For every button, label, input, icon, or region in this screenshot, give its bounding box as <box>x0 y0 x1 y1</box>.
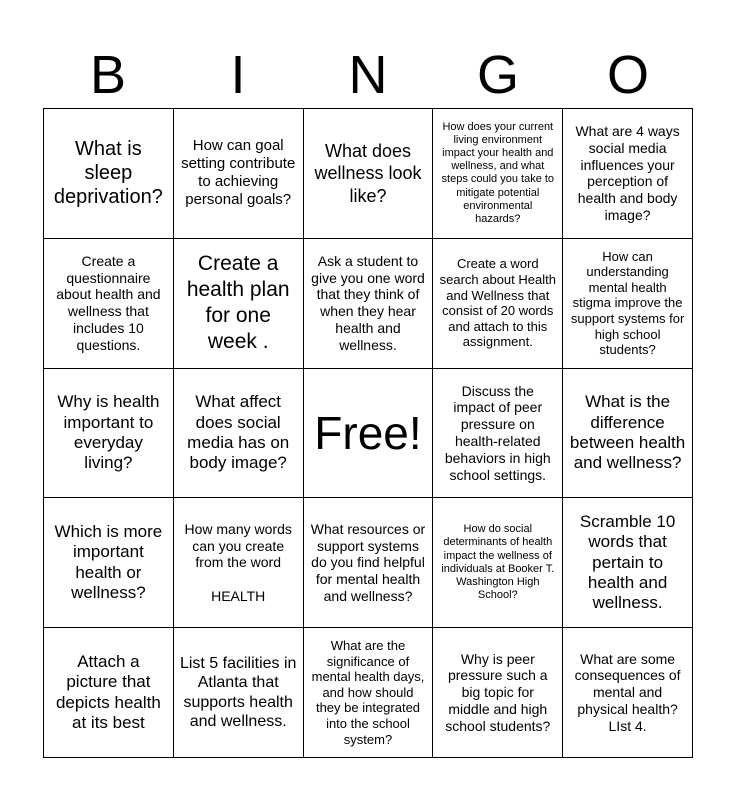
bingo-cell-r4-c4[interactable]: How do social determinants of health impact the wellness of individuals at Booker T. Washington High School? <box>433 498 563 628</box>
header-letter-b: B <box>89 45 127 105</box>
bingo-cell-r1-c3[interactable]: What does wellness look like? <box>304 109 434 239</box>
bingo-cell-r1-c1[interactable]: What is sleep deprivation? <box>44 109 174 239</box>
bingo-cell-r5-c1[interactable]: Attach a picture that depicts health at its best <box>44 628 174 758</box>
header-letter-o: O <box>606 45 649 105</box>
bingo-cell-r2-c4[interactable]: Create a word search about Health and Wellness that consist of 20 words and attach to this assignment. <box>433 239 563 369</box>
header-letter-n: N <box>348 45 388 105</box>
bingo-cell-r1-c5[interactable]: What are 4 ways social media influences your perception of health and body image? <box>563 109 693 239</box>
bingo-cell-r1-c2[interactable]: How can goal setting contribute to achieving personal goals? <box>174 109 304 239</box>
bingo-cell-r2-c2[interactable]: Create a health plan for one week . <box>174 239 304 369</box>
header-letter-g: G <box>476 45 519 105</box>
bingo-cell-r3-c5[interactable]: What is the difference between health and wellness? <box>563 369 693 499</box>
bingo-cell-r2-c5[interactable]: How can understanding mental health stigma improve the support systems for high school students? <box>563 239 693 369</box>
bingo-cell-r3-c4[interactable]: Discuss the impact of peer pressure on health-related behaviors in high school settings. <box>433 369 563 499</box>
bingo-cell-r5-c3[interactable]: What are the significance of mental health days, and how should they be integrated into the school system? <box>304 628 434 758</box>
bingo-cell-r1-c4[interactable]: How does your current living environment impact your health and wellness, and what steps could you take to mitigate potential environmental hazards? <box>433 109 563 239</box>
bingo-cell-r4-c1[interactable]: Which is more important health or wellness? <box>44 498 174 628</box>
bingo-cell-r4-c3[interactable]: What resources or support systems do you find helpful for mental health and wellness? <box>304 498 434 628</box>
bingo-cell-r4-c2[interactable]: How many words can you create from the word HEALTH <box>174 498 304 628</box>
bingo-cell-r3-c1[interactable]: Why is health important to everyday living? <box>44 369 174 499</box>
bingo-cell-r3-c2[interactable]: What affect does social media has on body image? <box>174 369 304 499</box>
bingo-cell-r5-c2[interactable]: List 5 facilities in Atlanta that supports health and wellness. <box>174 628 304 758</box>
bingo-cell-r2-c1[interactable]: Create a questionnaire about health and wellness that includes 10 questions. <box>44 239 174 369</box>
bingo-card-grid <box>43 108 693 758</box>
bingo-cell-free[interactable]: Free! <box>304 369 434 499</box>
bingo-header <box>43 42 693 108</box>
bingo-cell-r4-c5[interactable]: Scramble 10 words that pertain to health and wellness. <box>563 498 693 628</box>
bingo-cell-r2-c3[interactable]: Ask a student to give you one word that they think of when they hear health and wellness. <box>304 239 434 369</box>
bingo-cell-r5-c4[interactable]: Why is peer pressure such a big topic for middle and high school students? <box>433 628 563 758</box>
header-letter-i: I <box>230 45 246 105</box>
bingo-cell-r5-c5[interactable]: What are some consequences of mental and physical health? LIst 4. <box>563 628 693 758</box>
